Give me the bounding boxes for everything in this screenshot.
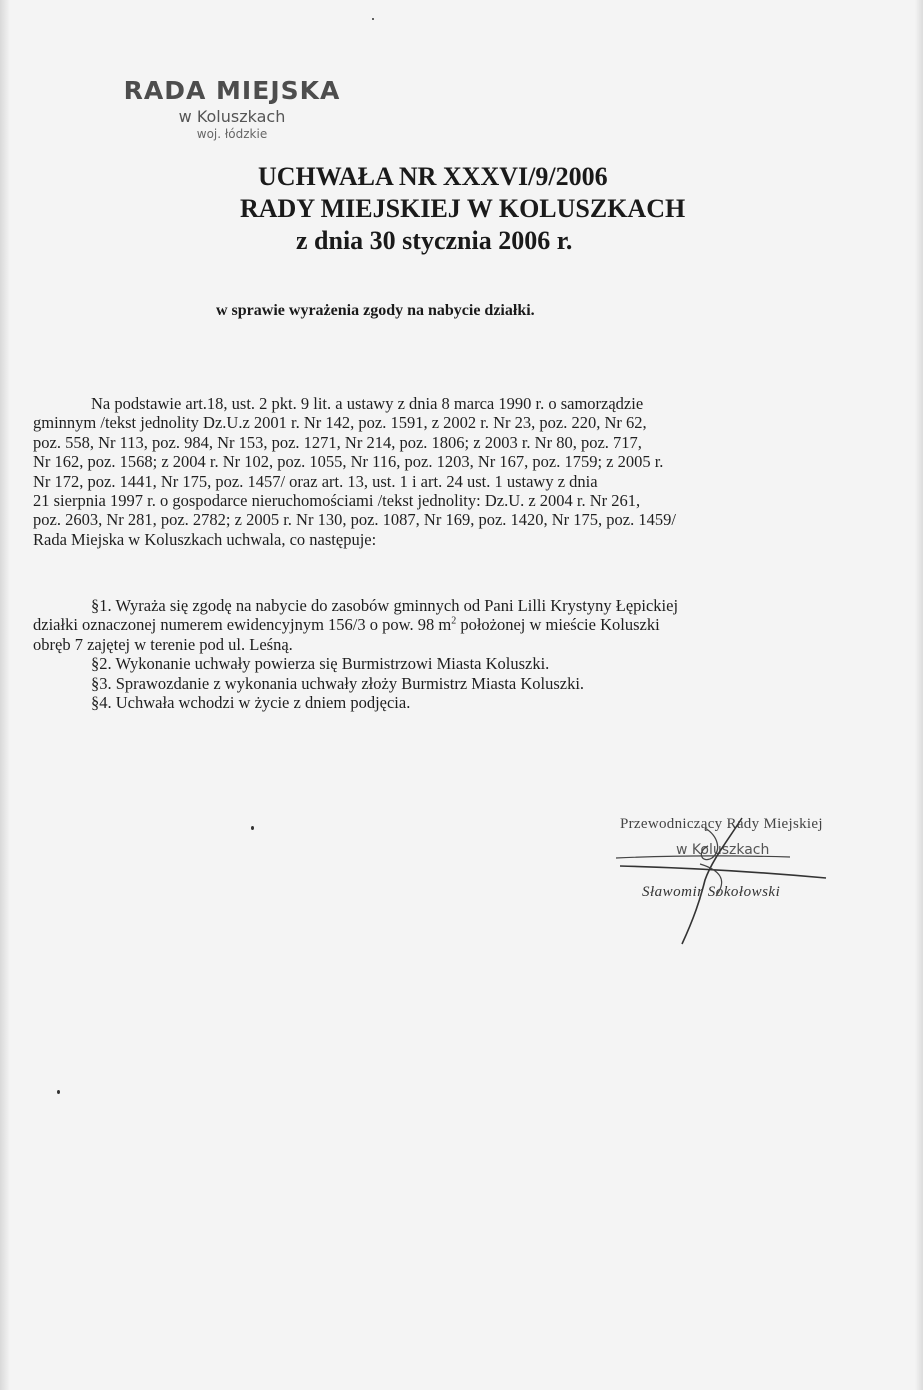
stamp-region: woj. łódzkie — [196, 127, 268, 141]
legal-basis-line: Rada Miejska w Koluszkach uchwala, co następuje: — [33, 529, 377, 549]
stamp-place: w Koluszkach — [178, 107, 286, 126]
section-1-text: działki oznaczonej numerem ewidencyjnym 156/3 o pow. 98 m — [33, 615, 452, 635]
section-2: §2. Wykonanie uchwały powierza się Burmistrzowi Miasta Koluszki. — [91, 654, 550, 674]
area-unit-superscript: 2 — [451, 615, 457, 627]
scan-edge-right — [915, 0, 923, 1390]
section-1-line: §1. Wyraża się zgodę na nabycie do zasobów gminnych od Pani Lilli Krystyny Łępickiej — [91, 596, 679, 615]
legal-basis-line: Nr 172, poz. 1441, Nr 175, poz. 1457/ oraz art. 13, ust. 1 i art. 24 ust. 1 ustawy z dnia — [33, 471, 598, 491]
section-4: §4. Uchwała wchodzi w życie z dniem podjęcia. — [91, 693, 411, 713]
stamp-title: RADA MIEJSKA — [123, 76, 341, 105]
resolution-sections — [33, 596, 813, 712]
legal-basis-line: gminnym /tekst jednolity Dz.U.z 2001 r. Nr 142, poz. 1591, z 2002 r. Nr 23, poz. 220, Nr 62, — [33, 413, 647, 433]
legal-basis-line: 21 sierpnia 1997 r. o gospodarce nieruchomościami /tekst jednolity: Dz.U. z 2004 r. Nr 261, — [33, 491, 641, 511]
scan-speck — [57, 1090, 60, 1094]
legal-basis — [33, 394, 813, 549]
section-1-line — [33, 615, 813, 634]
signature-stroke — [620, 866, 826, 878]
council-stamp — [112, 76, 352, 141]
resolution-issuer: RADY MIEJSKIEJ W KOLUSZKACH — [240, 194, 686, 223]
resolution-number: UCHWAŁA NR XXXVI/9/2006 — [258, 162, 608, 191]
signature-role: Przewodniczący Rady Miejskiej — [620, 816, 823, 832]
resolution-subject: w sprawie wyrażenia zgody na nabycie działki. — [216, 302, 535, 319]
resolution-date: z dnia 30 stycznia 2006 r. — [296, 226, 573, 255]
legal-basis-line: Nr 162, poz. 1568; z 2004 r. Nr 102, poz. 1055, Nr 116, poz. 1203, Nr 167, poz. 1759; z 2005 r. — [33, 452, 664, 472]
section-3: §3. Sprawozdanie z wykonania uchwały złoży Burmistrz Miasta Koluszki. — [91, 673, 585, 693]
scan-edge-left — [0, 0, 10, 1390]
signature-name: Sławomir Sokołowski — [642, 884, 781, 900]
legal-basis-line: poz. 558, Nr 113, poz. 984, Nr 153, poz. 1271, Nr 214, poz. 1806; z 2003 r. Nr 80, poz. 717, — [33, 432, 642, 452]
scan-speck — [372, 18, 374, 20]
section-1-line: obręb 7 zajętej w terenie pod ul. Leśną. — [33, 634, 293, 654]
signature-place: w Koluszkach — [676, 842, 770, 858]
legal-basis-line: Na podstawie art.18, ust. 2 pkt. 9 lit. a ustawy z dnia 8 marca 1990 r. o samorządzie — [91, 394, 644, 413]
signature-stroke — [682, 818, 742, 944]
legal-basis-line: poz. 2603, Nr 281, poz. 2782; z 2005 r. Nr 130, poz. 1087, Nr 169, poz. 1420, Nr 175, poz. 1459/ — [33, 510, 676, 530]
section-1-text: położonej w mieście Koluszki — [456, 615, 660, 635]
scan-speck — [251, 826, 254, 830]
